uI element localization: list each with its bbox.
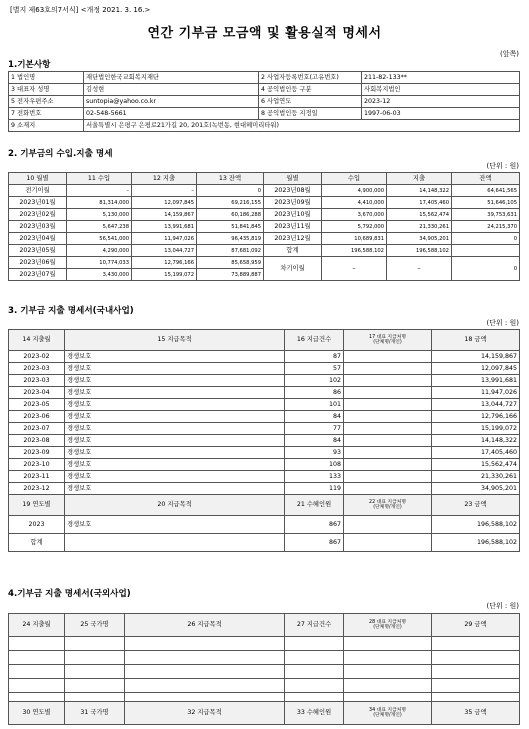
column-header: 15 지급목적 [65, 330, 285, 351]
info-row [9, 108, 520, 120]
form-number-note: [별지 제63호의7서식] <개정 2021. 3. 16.> [10, 6, 151, 14]
column-header: 32 지급목적 [125, 702, 285, 725]
expense-recipient [344, 471, 432, 483]
empty-expense-row [9, 679, 520, 693]
expense-value: 13,991,681 [132, 221, 197, 233]
column-header: 13 잔액 [197, 173, 264, 185]
expense-month: 2023-10 [9, 459, 65, 471]
column-header: 14 지출월 [9, 330, 65, 351]
expense-value: 13,044,727 [132, 245, 197, 257]
month-label: 2023년10월 [264, 209, 322, 221]
empty-cell [432, 665, 520, 679]
empty-cell [65, 693, 125, 702]
income-value: 5,130,000 [67, 209, 132, 221]
income-value: 3,430,000 [67, 269, 132, 281]
empty-cell [125, 679, 285, 693]
summary-recipient [344, 516, 432, 534]
section-2-heading: 2. 기부금의 수입.지출 명세 [8, 149, 113, 159]
info-value: 2023-12 [362, 96, 520, 108]
expense-amount: 14,159,867 [432, 351, 520, 363]
total-row [9, 534, 520, 552]
total-purpose [65, 534, 285, 552]
empty-cell [432, 651, 520, 665]
expense-amount: 21,330,261 [432, 471, 520, 483]
empty-cell [344, 679, 432, 693]
expense-month: 2023-04 [9, 387, 65, 399]
yearly-summary-row [9, 516, 520, 534]
info-value: 재단법인한국교회복지재단 [84, 72, 259, 84]
expense-value: 12,796,166 [132, 257, 197, 269]
column-header: 25 국가명 [65, 614, 125, 637]
summary-purpose: 경생보호 [65, 516, 285, 534]
info-value: 사회복지법인 [362, 84, 520, 96]
empty-cell [432, 693, 520, 702]
column-header: 18 금액 [432, 330, 520, 351]
total-count: 867 [285, 534, 344, 552]
expense-amount: 12,097,845 [432, 363, 520, 375]
income-value: 4,900,000 [322, 185, 387, 197]
column-header: 지출 [387, 173, 452, 185]
expense-month: 2023-05 [9, 399, 65, 411]
expense-row [9, 351, 520, 363]
month-label: 전기이월 [9, 185, 67, 197]
expense-value: 17,405,460 [387, 197, 452, 209]
expense-amount: 15,199,072 [432, 423, 520, 435]
expense-count: 108 [285, 459, 344, 471]
empty-expense-row [9, 651, 520, 665]
expense-purpose: 경생보호 [65, 363, 285, 375]
expense-value: 14,148,322 [387, 185, 452, 197]
empty-cell [65, 679, 125, 693]
month-label: 2023년09월 [264, 197, 322, 209]
month-label: 2023년07월 [9, 269, 67, 281]
info-label: 3 대표자 성명 [9, 84, 84, 96]
empty-cell [285, 665, 344, 679]
expense-count: 102 [285, 375, 344, 387]
income-value: 5,647,238 [67, 221, 132, 233]
empty-cell [65, 637, 125, 651]
expense-count: 133 [285, 471, 344, 483]
info-label: 9 소재지 [9, 120, 84, 132]
expense-row [9, 471, 520, 483]
balance-value: 0 [197, 185, 264, 197]
column-header: 22 대표 지급처명 (단체명/개인) [344, 495, 432, 516]
section-3-heading: 3. 기부금 지출 명세서(국내사업) [8, 306, 134, 316]
month-label: 2023년05월 [9, 245, 67, 257]
info-value: suntopia@yahoo.co.kr [84, 96, 259, 108]
balance-value: 64,641,565 [452, 185, 520, 197]
expense-purpose: 경생보호 [65, 399, 285, 411]
balance-value: 69,216,155 [197, 197, 264, 209]
total-amount: 196,588,102 [432, 534, 520, 552]
expense-purpose: 경생보호 [65, 423, 285, 435]
empty-cell [285, 679, 344, 693]
empty-cell [65, 665, 125, 679]
expense-row [9, 375, 520, 387]
income-value: 5,792,000 [322, 221, 387, 233]
expense-value: 15,199,072 [132, 269, 197, 281]
info-label: 6 사업연도 [259, 96, 362, 108]
address-value: 서울특별시 은평구 은평로21가길 20, 201호(녹번동, 현대헤미리타워) [84, 120, 520, 132]
carry-over-label: 차기이월 [264, 257, 322, 281]
summary-count: 867 [285, 516, 344, 534]
expense-purpose: 경생보호 [65, 351, 285, 363]
column-header: 33 수혜인원 [285, 702, 344, 725]
section-1-heading: 1.기본사항 [8, 60, 51, 70]
column-header: 19 연도별 [9, 495, 65, 516]
empty-cell [125, 693, 285, 702]
expense-amount: 13,991,681 [432, 375, 520, 387]
info-row [9, 84, 520, 96]
month-row [9, 257, 520, 269]
expense-recipient [344, 363, 432, 375]
empty-cell [9, 651, 65, 665]
income-value: 81,314,000 [67, 197, 132, 209]
empty-cell [432, 637, 520, 651]
expense-purpose: 경생보호 [65, 411, 285, 423]
expense-row [9, 435, 520, 447]
total-recipient [344, 534, 432, 552]
empty-cell [344, 665, 432, 679]
balance-value: 85,658,959 [197, 257, 264, 269]
header-row [9, 330, 520, 351]
unit-label-4: (단위 : 원) [486, 602, 519, 610]
month-label: 2023년01월 [9, 197, 67, 209]
basic-info-table [8, 71, 520, 132]
expense-amount: 15,562,474 [432, 459, 520, 471]
column-header: 30 연도별 [9, 702, 65, 725]
expense-month: 2023-06 [9, 411, 65, 423]
column-header: 29 금액 [432, 614, 520, 637]
expense-purpose: 경생보호 [65, 459, 285, 471]
column-header: 20 지급목적 [65, 495, 285, 516]
expense-value: 15,562,474 [387, 209, 452, 221]
expense-month: 2023-02 [9, 351, 65, 363]
summary-year: 2023 [9, 516, 65, 534]
balance-value: 51,841,845 [197, 221, 264, 233]
month-row [9, 221, 520, 233]
expense-amount: 13,044,727 [432, 399, 520, 411]
expense-value: 12,097,845 [132, 197, 197, 209]
income-value: 3,670,000 [322, 209, 387, 221]
summary-header-row [9, 495, 520, 516]
expense-row [9, 423, 520, 435]
expense-value: 34,905,201 [387, 233, 452, 245]
expense-value: 14,159,867 [132, 209, 197, 221]
info-row [9, 96, 520, 108]
carry-over-income: – [322, 257, 387, 281]
address-row [9, 120, 520, 132]
expense-month: 2023-03 [9, 375, 65, 387]
expense-amount: 11,947,026 [432, 387, 520, 399]
expense-amount: 14,148,322 [432, 435, 520, 447]
header-row [9, 614, 520, 637]
unit-label-3: (단위 : 원) [486, 319, 519, 327]
info-value: 211-82-133** [362, 72, 520, 84]
expense-month: 2023-08 [9, 435, 65, 447]
column-header: 24 지출월 [9, 614, 65, 637]
info-value: 김성현 [84, 84, 259, 96]
month-row [9, 185, 520, 197]
expense-amount: 12,796,166 [432, 411, 520, 423]
expense-amount: 17,405,460 [432, 447, 520, 459]
balance-value: 96,435,819 [197, 233, 264, 245]
income-value: 4,410,000 [322, 197, 387, 209]
column-header: 월별 [264, 173, 322, 185]
column-header: 31 국가명 [65, 702, 125, 725]
expense-recipient [344, 375, 432, 387]
balance-value: 0 [452, 233, 520, 245]
balance-value: 51,646,105 [452, 197, 520, 209]
month-row [9, 245, 520, 257]
expense-purpose: 경생보호 [65, 375, 285, 387]
month-label: 2023년11월 [264, 221, 322, 233]
expense-row [9, 363, 520, 375]
balance-value: 39,753,631 [452, 209, 520, 221]
empty-cell [285, 637, 344, 651]
expense-month: 2023-09 [9, 447, 65, 459]
month-label: 2023년08월 [264, 185, 322, 197]
empty-cell [432, 679, 520, 693]
column-header: 수입 [322, 173, 387, 185]
column-header: 12 지출 [132, 173, 197, 185]
info-label: 1 법인명 [9, 72, 84, 84]
empty-cell [9, 693, 65, 702]
expense-row [9, 483, 520, 495]
balance-value: 87,681,092 [197, 245, 264, 257]
empty-cell [285, 651, 344, 665]
month-row [9, 197, 520, 209]
income-expense-table [8, 172, 520, 281]
info-label: 5 전자우편주소 [9, 96, 84, 108]
expense-count: 84 [285, 411, 344, 423]
column-header: 16 지급건수 [285, 330, 344, 351]
balance-value: 24,215,370 [452, 221, 520, 233]
expense-value: 196,588,102 [387, 245, 452, 257]
info-row [9, 72, 520, 84]
expense-row [9, 399, 520, 411]
expense-count: 57 [285, 363, 344, 375]
expense-recipient [344, 483, 432, 495]
expense-row [9, 459, 520, 471]
expense-count: 86 [285, 387, 344, 399]
income-value: 10,689,831 [322, 233, 387, 245]
expense-recipient [344, 351, 432, 363]
column-header: 26 지급목적 [125, 614, 285, 637]
month-label: 2023년03월 [9, 221, 67, 233]
income-value: 196,588,102 [322, 245, 387, 257]
expense-recipient [344, 399, 432, 411]
expense-recipient [344, 435, 432, 447]
section-4-heading: 4.기부금 지출 명세서(국외사업) [8, 589, 131, 599]
expense-purpose: 경생보호 [65, 435, 285, 447]
carry-over-balance: 0 [452, 257, 520, 281]
expense-row [9, 411, 520, 423]
empty-cell [125, 637, 285, 651]
expense-recipient [344, 387, 432, 399]
month-label: 2023년06월 [9, 257, 67, 269]
expense-recipient [344, 411, 432, 423]
info-label: 7 전화번호 [9, 108, 84, 120]
expense-count: 84 [285, 435, 344, 447]
column-header: 35 금액 [432, 702, 520, 725]
expense-month: 2023-11 [9, 471, 65, 483]
expense-amount: 34,905,201 [432, 483, 520, 495]
empty-cell [344, 637, 432, 651]
info-label: 2 사업자등록번호(고유번호) [259, 72, 362, 84]
summary-header-row [9, 702, 520, 725]
expense-recipient [344, 423, 432, 435]
column-header: 27 지급건수 [285, 614, 344, 637]
month-label: 2023년04월 [9, 233, 67, 245]
expense-recipient [344, 447, 432, 459]
column-header: 21 수혜인원 [285, 495, 344, 516]
empty-cell [344, 651, 432, 665]
front-page-label: (앞쪽) [500, 50, 519, 58]
month-row [9, 209, 520, 221]
income-value: 10,774,033 [67, 257, 132, 269]
info-value: 1997-06-03 [362, 108, 520, 120]
expense-value: 11,947,026 [132, 233, 197, 245]
empty-cell [344, 693, 432, 702]
income-value: – [67, 185, 132, 197]
empty-cell [125, 665, 285, 679]
expense-purpose: 경생보호 [65, 471, 285, 483]
expense-row [9, 447, 520, 459]
empty-cell [285, 693, 344, 702]
info-value: 02-548-5661 [84, 108, 259, 120]
expense-count: 93 [285, 447, 344, 459]
column-header: 28 대표 지급처명 (단체명/개인) [344, 614, 432, 637]
info-label: 4 공익법인등 구분 [259, 84, 362, 96]
empty-expense-row [9, 637, 520, 651]
empty-cell [9, 637, 65, 651]
overseas-expense-table [8, 613, 520, 725]
expense-count: 101 [285, 399, 344, 411]
empty-cell [125, 651, 285, 665]
summary-amount: 196,588,102 [432, 516, 520, 534]
expense-month: 2023-12 [9, 483, 65, 495]
expense-value: – [132, 185, 197, 197]
column-header: 10 월별 [9, 173, 67, 185]
month-label: 합계 [264, 245, 322, 257]
column-header: 34 대표 지급처명 (단체명/개인) [344, 702, 432, 725]
spacer-row [9, 693, 520, 702]
expense-recipient [344, 459, 432, 471]
empty-cell [9, 679, 65, 693]
column-header: 잔액 [452, 173, 520, 185]
column-header: 23 금액 [432, 495, 520, 516]
expense-purpose: 경생보호 [65, 387, 285, 399]
month-label: 2023년02월 [9, 209, 67, 221]
column-header: 17 대표 지급처명 (단체명/개인) [344, 330, 432, 351]
expense-value: 21,330,261 [387, 221, 452, 233]
expense-count: 119 [285, 483, 344, 495]
unit-label-2: (단위 : 원) [486, 162, 519, 170]
balance-value: 60,186,288 [197, 209, 264, 221]
expense-month: 2023-07 [9, 423, 65, 435]
balance-value: 73,889,887 [197, 269, 264, 281]
expense-row [9, 387, 520, 399]
total-label: 합계 [9, 534, 65, 552]
empty-expense-row [9, 665, 520, 679]
domestic-expense-table [8, 329, 520, 552]
income-value: 56,541,000 [67, 233, 132, 245]
info-label: 8 공익법인등 지정일 [259, 108, 362, 120]
expense-purpose: 경생보호 [65, 483, 285, 495]
empty-cell [9, 665, 65, 679]
expense-month: 2023-03 [9, 363, 65, 375]
month-row [9, 233, 520, 245]
document-title: 연간 기부금 모금액 및 활용실적 명세서 [147, 26, 382, 41]
month-label: 2023년12월 [264, 233, 322, 245]
expense-count: 77 [285, 423, 344, 435]
empty-cell [65, 651, 125, 665]
income-value: 4,290,000 [67, 245, 132, 257]
balance-value [452, 245, 520, 257]
header-row [9, 173, 520, 185]
column-header: 11 수입 [67, 173, 132, 185]
carry-over-expense: – [387, 257, 452, 281]
expense-purpose: 경생보호 [65, 447, 285, 459]
expense-count: 87 [285, 351, 344, 363]
